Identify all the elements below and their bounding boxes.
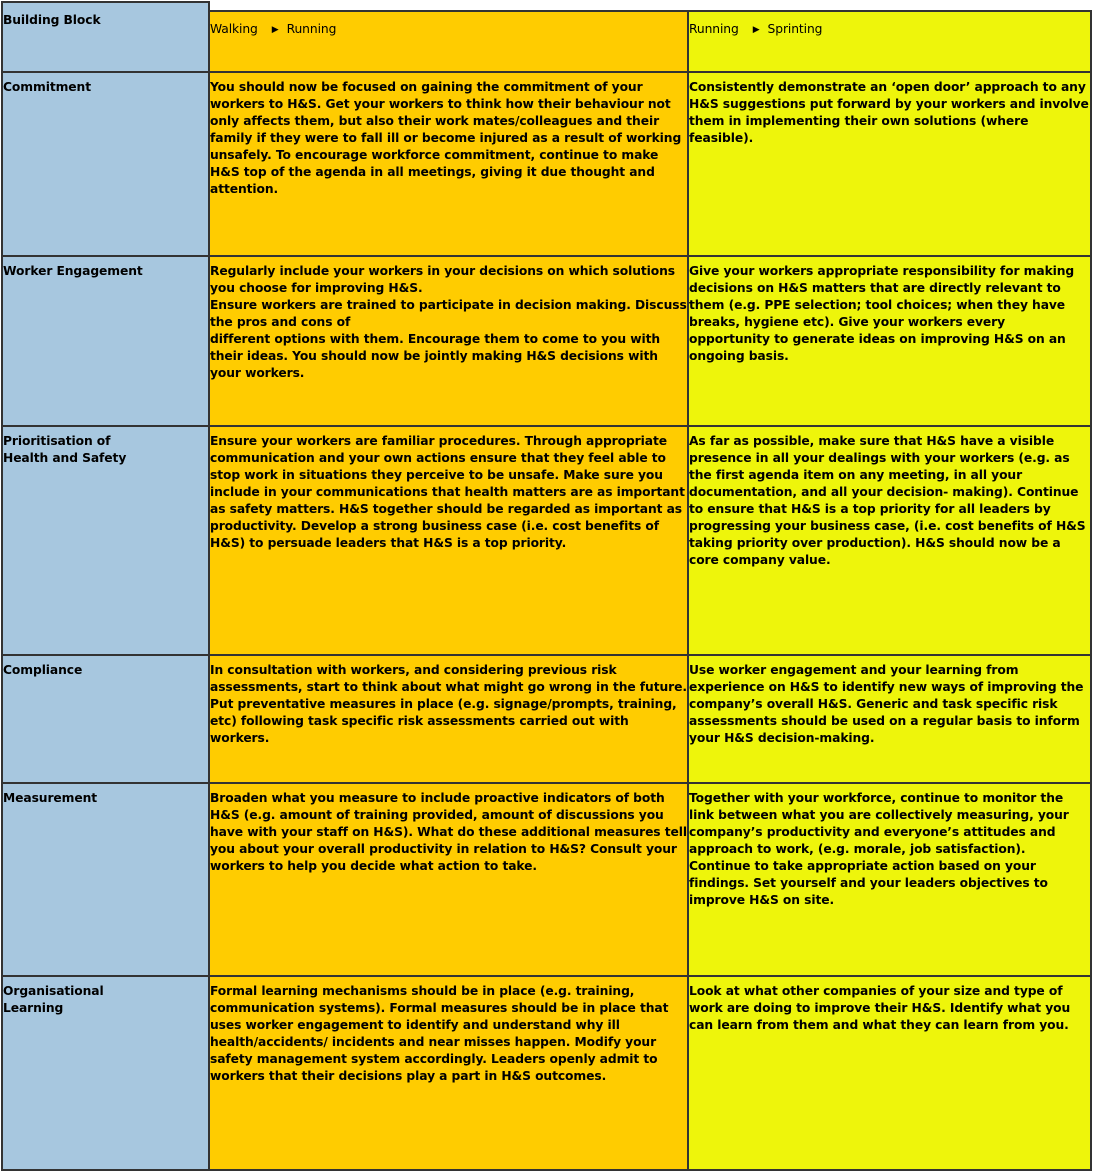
running-sprinting-cell: Look at what other companies of your size and type of work are doing to improve their H&S. Identify what you can learn from them and what they can learn from you. xyxy=(688,976,1091,1170)
arrow-right-icon: ▶ xyxy=(752,25,760,35)
walking-running-cell: Regularly include your workers in your decisions on which solutions you choose for improving H&S. Ensure workers are trained to participate in decision making. Discuss the pros and cons of different options with them. Encourage them to come to you with their ideas. You should now be jointly making H&S decisions with your workers. xyxy=(209,256,688,426)
walking-running-cell: Broaden what you measure to include proactive indicators of both H&S (e.g. amount of training provided, amount of discussions you have with your staff on H&S). What do these additional measures tell you about your overall productivity in relation to H&S? Consult your workers to help you decide what action to take. xyxy=(209,783,688,976)
stage-to: Sprinting xyxy=(767,22,823,36)
table-row xyxy=(2,783,1091,976)
running-sprinting-cell: Use worker engagement and your learning from experience on H&S to identify new ways of improving the company’s overall H&S. Generic and task specific risk assessments should be used on a regular basis to inform your H&S decision-making. xyxy=(688,655,1091,783)
header-building-block xyxy=(2,11,209,72)
table-row xyxy=(2,426,1091,655)
walking-running-cell: You should now be focused on gaining the commitment of your workers to H&S. Get your workers to think how their behaviour not only affects them, but also their work mates/colleagues and their family if they were to fall ill or become injured as a result of working unsafely. To encourage workforce commitment, continue to make H&S top of the agenda in all meetings, giving it due thought and attention. xyxy=(209,72,688,256)
running-sprinting-cell: Consistently demonstrate an ‘open door’ approach to any H&S suggestions put forward by your workers and involve them in implementing their own solutions (where feasible). xyxy=(688,72,1091,256)
stage-to: Running xyxy=(286,22,337,36)
table-row xyxy=(2,655,1091,783)
running-sprinting-cell: Together with your workforce, continue to monitor the link between what you are collectively measuring, your company’s productivity and everyone’s attitudes and approach to work, (e.g. morale, job satisfaction). Continue to take appropriate action based on your findings. Set yourself and your leaders objectives to improve H&S on site. xyxy=(688,783,1091,976)
table-row xyxy=(2,976,1091,1170)
running-sprinting-cell: As far as possible, make sure that H&S have a visible presence in all your dealings with your workers (e.g. as the first agenda item on any meeting, in all your documentation, and all your decision- making). Continue to ensure that H&S is a top priority for all leaders by progressing your business case, (i.e. cost benefits of H&S taking priority over production). H&S should now be a core company value. xyxy=(688,426,1091,655)
building-block-label: Building Block xyxy=(1,1,210,69)
block-name: Organisational Learning xyxy=(2,976,209,1170)
building-blocks-table xyxy=(1,10,1092,1171)
header-running-sprinting xyxy=(688,11,1091,72)
block-name: Measurement xyxy=(2,783,209,976)
walking-running-cell: Ensure your workers are familiar procedures. Through appropriate communication and your own actions ensure that they feel able to stop work in situations they perceive to be unsafe. Make sure you include in your communications that health matters are as important as safety matters. H&S together should be regarded as important as productivity. Develop a strong business case (i.e. cost benefits of H&S) to persuade leaders that H&S is a top priority. xyxy=(209,426,688,655)
walking-running-cell: In consultation with workers, and considering previous risk assessments, start to think about what might go wrong in the future. Put preventative measures in place (e.g. signage/prompts, training, etc) following task specific risk assessments carried out with workers. xyxy=(209,655,688,783)
header-walking-running xyxy=(209,11,688,72)
block-name: Compliance xyxy=(2,655,209,783)
header-row xyxy=(2,11,1091,72)
block-name: Prioritisation of Health and Safety xyxy=(2,426,209,655)
block-name: Commitment xyxy=(2,72,209,256)
table-row xyxy=(2,72,1091,256)
stage-from: Running xyxy=(689,22,739,36)
walking-running-cell: Formal learning mechanisms should be in place (e.g. training, communication systems). Formal measures should be in place that uses worker engagement to identify and understand why ill health/accidents/ incidents and near misses happen. Modify your safety management system accordingly. Leaders openly admit to workers that their decisions play a part in H&S outcomes. xyxy=(209,976,688,1170)
arrow-right-icon: ▶ xyxy=(271,25,279,35)
stage-from: Walking xyxy=(210,22,258,36)
block-name: Worker Engagement xyxy=(2,256,209,426)
running-sprinting-cell: Give your workers appropriate responsibility for making decisions on H&S matters that are directly relevant to them (e.g. PPE selection; tool choices; when they have breaks, hygiene etc). Give your workers every opportunity to generate ideas on improving H&S on an ongoing basis. xyxy=(688,256,1091,426)
table-row xyxy=(2,256,1091,426)
